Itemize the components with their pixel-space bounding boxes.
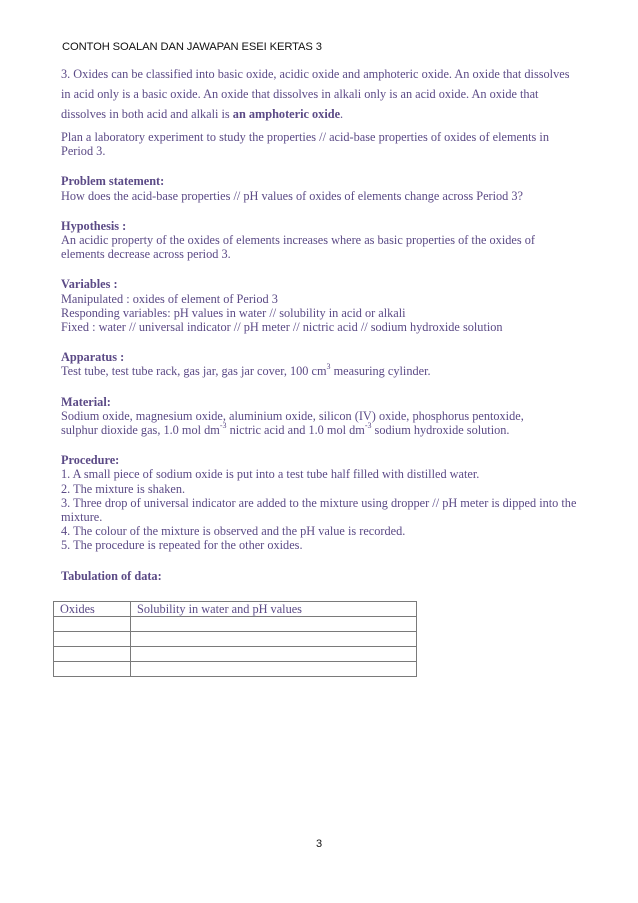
- apparatus-text-after: measuring cylinder.: [330, 364, 431, 379]
- procedure-heading: Procedure:: [61, 453, 120, 468]
- apparatus-superscript: 3: [326, 362, 331, 372]
- procedure-step: 1. A small piece of sodium oxide is put into a test tube half filled with distilled water.: [61, 467, 480, 482]
- problem-statement-heading: Problem statement:: [61, 174, 165, 189]
- procedure-step: 5. The procedure is repeated for the other oxides.: [61, 538, 303, 553]
- tabulation-section: [61, 569, 581, 583]
- table-cell: [131, 632, 417, 647]
- page-number: 3: [315, 838, 323, 850]
- problem-statement-section: [61, 174, 581, 202]
- data-table: [53, 601, 417, 677]
- hypothesis-section: [61, 219, 581, 262]
- table-cell: [131, 647, 417, 662]
- table-header-row: [54, 602, 417, 617]
- responding-variable: Responding variables: pH values in water // solubility in acid or alkali: [61, 305, 406, 320]
- procedure-step: 4. The colour of the mixture is observed and the pH value is recorded.: [61, 524, 406, 539]
- table-cell: [54, 617, 131, 632]
- task-paragraph: Plan a laboratory experiment to study the properties // acid-base properties of oxides of elements in Period 3.: [61, 130, 549, 159]
- table-header-cell: Solubility in water and pH values: [131, 602, 417, 617]
- intro-paragraph: [61, 64, 581, 124]
- hypothesis-heading: Hypothesis :: [61, 218, 127, 233]
- material-superscript-2: -3: [364, 420, 372, 430]
- document-body: [61, 64, 581, 583]
- table-header-cell: Oxides: [54, 602, 131, 617]
- procedure-section: [61, 453, 581, 552]
- material-heading: Material:: [61, 394, 111, 409]
- material-line-2: [61, 420, 581, 438]
- table-cell: [54, 662, 131, 677]
- procedure-step: 2. The mixture is shaken.: [61, 481, 186, 496]
- tabulation-heading: Tabulation of data:: [61, 568, 162, 583]
- apparatus-heading: Apparatus :: [61, 350, 125, 365]
- material-line-1: Sodium oxide, magnesium oxide, aluminium oxide, silicon (IV) oxide, phosphorus pentoxide,: [61, 408, 524, 423]
- apparatus-text: [61, 364, 581, 378]
- table-row: [54, 617, 417, 632]
- material-line-2-part-c: sodium hydroxide solution.: [371, 423, 510, 438]
- apparatus-section: [61, 350, 581, 378]
- apparatus-text-before: Test tube, test tube rack, gas jar, gas jar cover, 100 cm: [61, 364, 327, 379]
- problem-statement-text: How does the acid-base properties // pH values of oxides of elements change across Period 3?: [61, 188, 524, 203]
- intro-text: 3. Oxides can be classified into basic oxide, acidic oxide and amphoteric oxide. An oxide that dissolves in acid only is a basic oxide. An oxide that dissolves in alkali only is an acid oxide. An oxide that dissolves in both acid and alkali is: [61, 67, 570, 121]
- material-section: [61, 395, 581, 438]
- page-header: CONTOH SOALAN DAN JAWAPAN ESEI KERTAS 3: [62, 41, 322, 53]
- table-cell: [131, 617, 417, 632]
- table-row: [54, 632, 417, 647]
- intro-bold-term: an amphoteric oxide: [232, 107, 341, 121]
- manipulated-variable: Manipulated : oxides of element of Period 3: [61, 291, 278, 306]
- variables-heading: Variables :: [61, 277, 118, 292]
- material-superscript-1: -3: [219, 420, 227, 430]
- table-cell: [54, 632, 131, 647]
- table-row: [54, 647, 417, 662]
- material-line-2-part-b: nictric acid and 1.0 mol dm: [226, 423, 365, 438]
- variables-section: [61, 277, 581, 334]
- procedure-step: 3. Three drop of universal indicator are added to the mixture using dropper // pH meter is dipped into the mixture.: [61, 495, 577, 525]
- intro-end: .: [340, 107, 344, 121]
- material-line-2-part-a: sulphur dioxide gas, 1.0 mol dm: [61, 423, 220, 438]
- hypothesis-text: An acidic property of the oxides of elements increases where as basic properties of the oxides of elements decrease across period 3.: [61, 233, 535, 262]
- fixed-variable: Fixed : water // universal indicator // pH meter // nictric acid // sodium hydroxide solution: [61, 320, 503, 335]
- table-row: [54, 662, 417, 677]
- table-cell: [54, 647, 131, 662]
- table-cell: [131, 662, 417, 677]
